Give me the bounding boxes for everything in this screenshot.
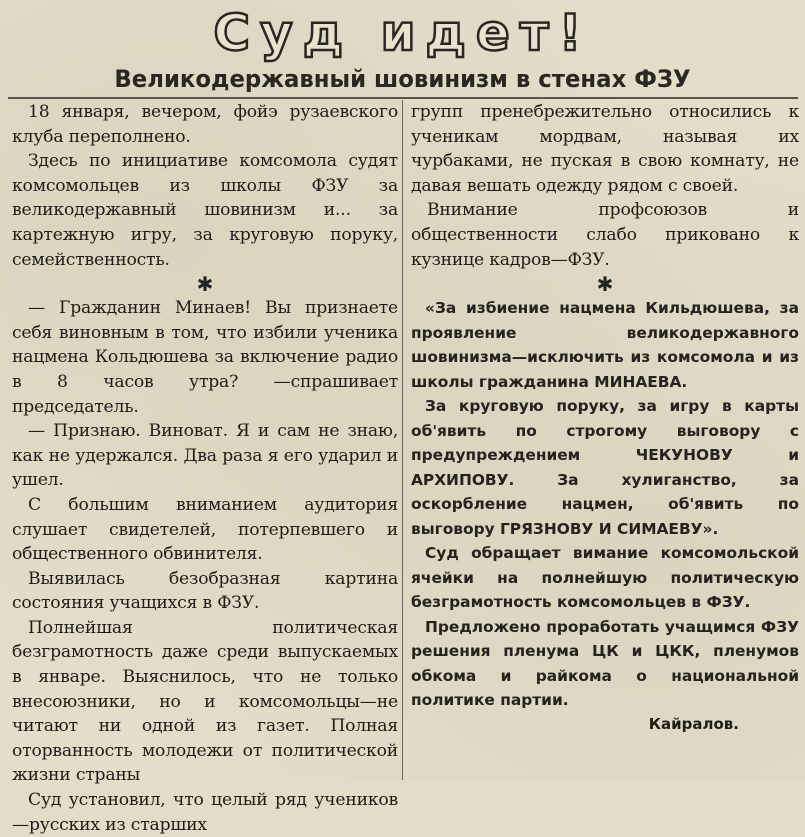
left-paragraph: С большим вниманием аудитория слушает свидетелей, потерпевшего и общественного обвинителя.: [12, 494, 398, 565]
separator-ornament-icon: ✱: [196, 272, 214, 297]
headline: Суд идет!: [213, 4, 592, 62]
column-divider: [402, 100, 403, 780]
left-paragraph: 18 января, вечером, фойэ рузаевского клуба переполнено.: [12, 102, 398, 147]
left-paragraph: Выявилась безобразная картина состояния учащихся в ФЗУ.: [12, 568, 398, 614]
left-paragraph: Полнейшая политическая безграмотность даже среди выпускаемых в январе. Выяснилось, что не только внесоюзники, но и комсомольцы—не читают ни одной из газет. Полная оторванность молодежи от политической жизни страны: [12, 617, 398, 786]
right-column: [411, 100, 799, 780]
header-rule: [8, 97, 798, 99]
author-signature: Кайралов.: [648, 714, 739, 733]
left-paragraph: — Признаю. Виноват. Я и сам не знаю, как не удержался. Два раза я его ударил и ушел.: [12, 421, 398, 491]
verdict-paragraph: «За избиение нацмена Кильдюшева, за проявление великодержавного шовинизма—исключить из комсомола и из школы гражданина МИНАЕВА.: [411, 299, 799, 391]
right-paragraph: групп пренебрежительно относились к ученикам мордвам, называя их чурбаками, не пуская в свою комнату, не давая вешать одежду рядом с своей.: [411, 102, 799, 196]
verdict-paragraph: Суд обращает вимание комсомольской ячейки на полнейшую политическую безграмотность комсомольцев в ФЗУ.: [411, 544, 799, 612]
right-paragraph: Внимание профсоюзов и общественности слабо приковано к кузнице кадров—ФЗУ.: [411, 200, 799, 270]
left-paragraph: Суд установил, что целый ряд учеников—русских из старших: [12, 790, 398, 835]
verdict-paragraph: За круговую поруку, за игру в карты об'явить по строгому выговору с предупреждением ЧЕКУНОВУ и АРХИПОВУ. За хулиганство, за оскорбление нацмен, об'явить по выговору ГРЯЗНОВУ И СИМАЕВУ».: [411, 397, 799, 538]
separator-ornament-icon: ✱: [596, 272, 614, 297]
verdict-paragraph: Предложено проработать учащимся ФЗУ решения пленума ЦК и ЦКК, пленумов обкома и райкома о национальной политике партии.: [411, 617, 799, 710]
left-paragraph: — Гражданин Минаев! Вы признаете себя виновным в том, что избили ученика нацмена Кольдюшева за включение радио в 8 часов утра? —спрашивает председатель.: [12, 298, 398, 417]
subheadline: Великодержавный шовинизм в стенах ФЗУ: [114, 65, 691, 93]
left-column: [12, 100, 398, 835]
left-paragraph: Здесь по инициативе комсомола судят комсомольцев из школы ФЗУ за великодержавный шовинизм и... за картежную игру, за круговую поруку, семейственность.: [12, 151, 398, 270]
